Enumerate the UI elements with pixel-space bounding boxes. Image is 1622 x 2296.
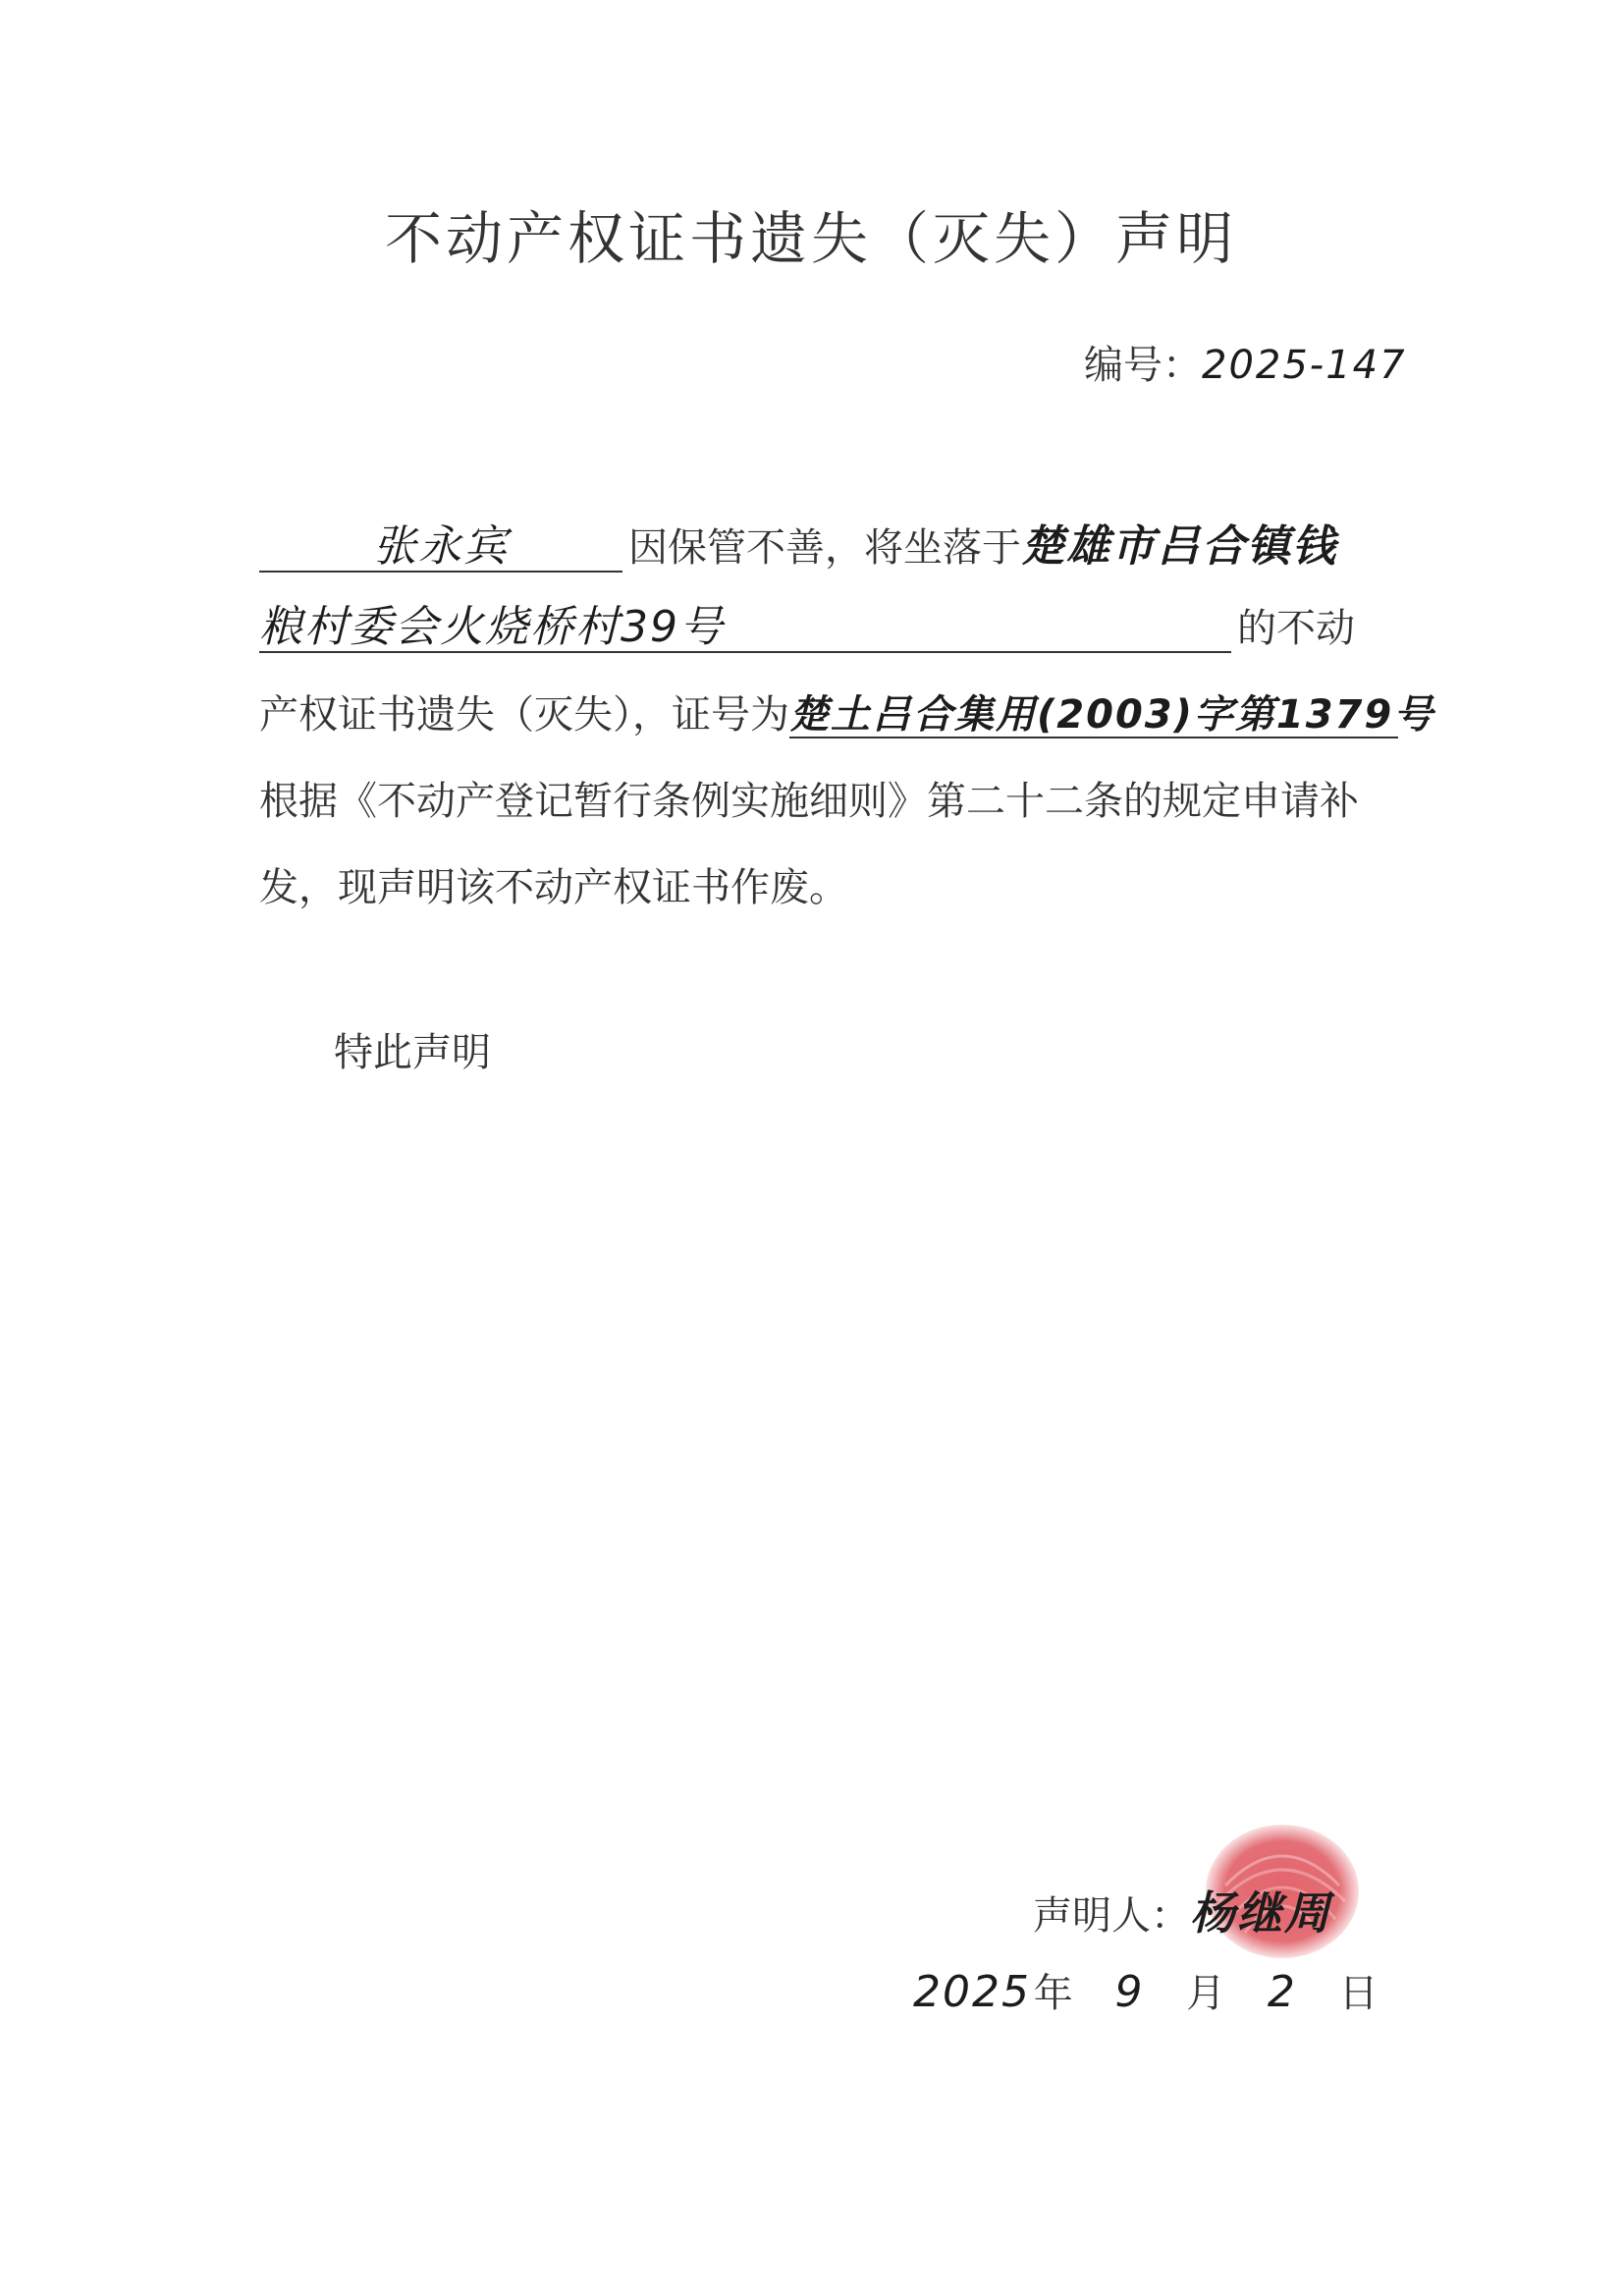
certificate-prefix: 产权证书遗失（灭失），证号为 (259, 692, 789, 738)
date-month-unit: 月 (1186, 1971, 1226, 2016)
declaration-date (913, 1962, 1379, 2018)
location-line-2: 粮村委会火烧桥村39号 (259, 604, 1231, 653)
body-line-3 (259, 683, 1435, 739)
body-line-1 (259, 511, 1337, 574)
declarant-label: 声明人： (1033, 1893, 1190, 1939)
body-line-5: 发，现声明该不动产权证书作废。 (259, 865, 848, 910)
date-day-unit: 日 (1338, 1971, 1379, 2016)
serial-label: 编号： (1084, 343, 1202, 388)
date-year: 2025 (913, 1967, 1031, 2017)
date-month: 9 (1114, 1967, 1145, 2017)
body-line-4: 根据《不动产登记暂行条例实施细则》第二十二条的规定申请补 (259, 779, 1359, 824)
declarant-signature: 杨继周 (1190, 1886, 1331, 1940)
serial-number (1084, 334, 1407, 390)
declarant (1033, 1878, 1331, 1942)
document-title: 不动产权证书遗失（灭失）声明 (384, 205, 1237, 272)
serial-value: 2025-147 (1202, 343, 1407, 388)
body-line-2 (259, 597, 1355, 653)
statement-closing: 特此声明 (334, 1030, 491, 1075)
text-after-location: 的不动 (1237, 606, 1355, 651)
date-day: 2 (1267, 1967, 1297, 2017)
owner-name-field: 张永宾 (259, 523, 622, 573)
text-after-name: 因保管不善，将坐落于 (628, 525, 1021, 571)
certificate-number: 楚土吕合集用(2003)字第1379号 (789, 692, 1435, 738)
date-year-unit: 年 (1033, 1971, 1073, 2016)
location-line-1: 楚雄市吕合镇钱 (1021, 521, 1337, 572)
